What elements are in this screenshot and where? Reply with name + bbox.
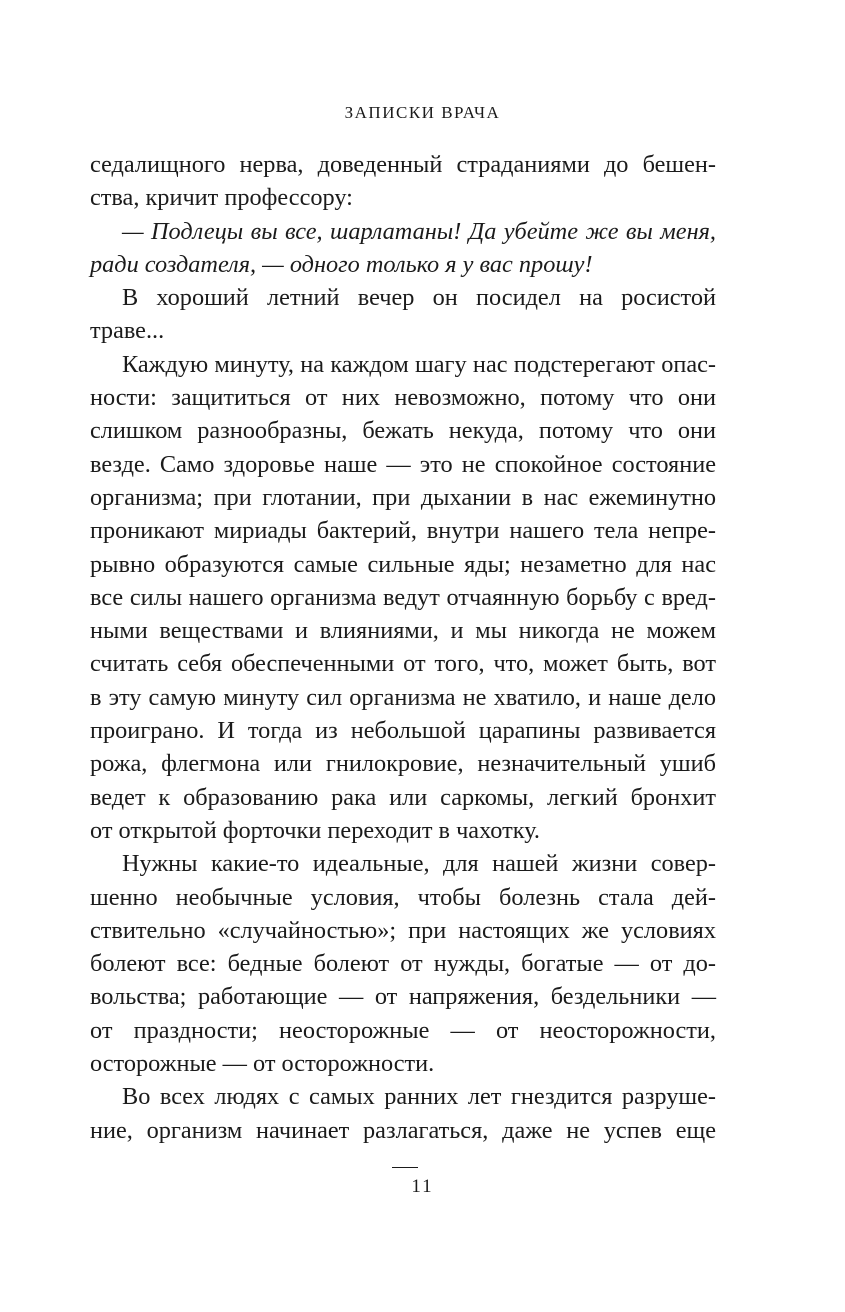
text-line: слишком разнообразны, бежать некуда, потому что они: [90, 417, 716, 445]
text-line: ства, кричит профессору:: [90, 184, 353, 212]
text-line: везде. Само здоровье наше — это не спокойное состояние: [90, 450, 716, 478]
text-line: в эту самую минуту сил организма не хватило, и наше дело: [90, 683, 716, 711]
page-number-rule: [392, 1167, 418, 1168]
text-line: Нужны какие-то идеальные, для нашей жизни совер-: [122, 850, 716, 878]
text-line: рывно образуются самые сильные яды; незаметно для нас: [90, 550, 716, 578]
text-line: считать себя обеспеченными от того, что, может быть, вот: [90, 650, 716, 678]
text-line: осторожные — от осторожности.: [90, 1050, 435, 1078]
text-line: Каждую минуту, на каждом шагу нас подстерегают опас-: [122, 350, 716, 378]
text-line: Во всех людях с самых ранних лет гнездится разруше-: [122, 1083, 716, 1111]
text-line: проникают мириады бактерий, внутри нашего тела непре-: [90, 517, 716, 545]
text-line: организма; при глотании, при дыхании в нас ежеминутно: [90, 483, 716, 511]
text-line: ными веществами и влияниями, и мы никогда не можем: [90, 617, 716, 645]
text-line: проиграно. И тогда из небольшой царапины развивается: [90, 717, 716, 745]
text-line: шенно необычные условия, чтобы болезнь стала дей-: [90, 883, 716, 911]
page-number: 11: [411, 1176, 434, 1197]
text-line: вольства; работающие — от напряжения, бездельники —: [90, 983, 716, 1011]
text-line: болеют все: бедные болеют от нужды, богатые — от до-: [90, 950, 716, 978]
text-line: седалищного нерва, доведенный страданиями до бешен-: [90, 151, 716, 178]
text-line: траве...: [90, 317, 165, 345]
text-line: ради создателя, — одного только я у вас прошу!: [90, 250, 593, 278]
running-head: ЗАПИСКИ ВРАЧА: [344, 103, 501, 122]
text-line: ведет к образованию рака или саркомы, легкий бронхит: [90, 783, 716, 811]
text-line: ние, организм начинает разлагаться, даже не успев еще: [90, 1116, 716, 1144]
text-line: — Подлецы вы все, шарлатаны! Да убейте же вы меня,: [122, 217, 716, 245]
text-line: все силы нашего организма ведут отчаянную борьбу с вред-: [90, 583, 716, 611]
text-line: ствительно «случайностью»; при настоящих же условиях: [90, 916, 716, 944]
text-line: от праздности; неосторожные — от неосторожности,: [90, 1016, 716, 1044]
body-text: [90, 148, 716, 1147]
text-line: ности: защититься от них невозможно, потому что они: [90, 384, 716, 412]
text-line: рожа, флегмона или гнилокровие, незначительный ушиб: [90, 750, 716, 778]
text-line: В хороший летний вечер он посидел на росистой: [122, 284, 716, 312]
text-line: от открытой форточки переходит в чахотку.: [90, 816, 541, 844]
